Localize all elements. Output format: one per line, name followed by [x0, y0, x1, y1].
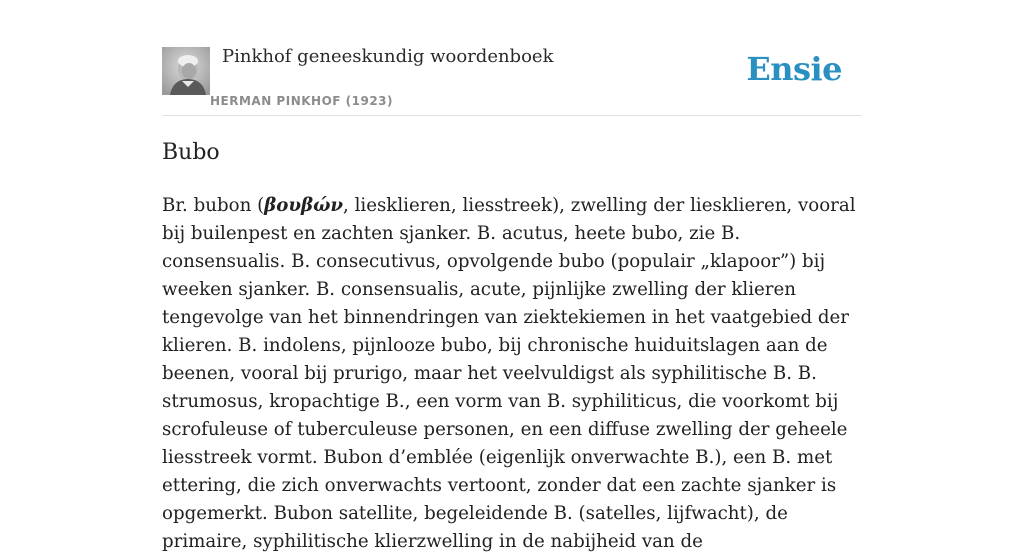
entry-text-body: , liesklieren, liesstreek), zwelling der liesklieren, vooral bij builenpest en zachten sjanker. B. acutus, heete bubo, zie B. consensualis. B. consecutivus, opvolgende bubo (populair „klapoor”) bij weeken sjanker. B. consensualis, acute, pijnlijke zwelling der klieren tengevolge van het binnendringen van ziektekiemen in het vaatgebied der klieren. B. indolens, pijnlooze bubo, bij chronische huiduitslagen aan de beenen, vooral bij prurigo, maar het veelvuldigst als syphilitische B. B. strumosus, kropachtige B., een vorm van B. syphiliticus, die voorkomt bij scrofuleuse of tuberculeuse personen, en een diffuse zwelling der geheele liesstreek vormt. Bubon d’emblée (eigenlijk onverwachte B.), een B. met ettering, die zich onverwachts vertoont, zonder dat een zachte sjanker is opgemerkt. Bubon satellite, begeleidende B. (satelles, lijfwacht), de primaire, syphilitische klierzwelling in de nabijheid van de [162, 195, 856, 552]
author-portrait-icon [162, 47, 210, 95]
book-header [162, 0, 862, 116]
entry-definition [162, 192, 862, 556]
page [162, 0, 862, 552]
book-title[interactable]: Pinkhof geneeskundig woordenboek [222, 46, 554, 67]
entry-title: Bubo [162, 140, 220, 165]
entry-text-prefix: Br. bubon ( [162, 195, 265, 216]
book-author: HERMAN PINKHOF (1923) [210, 94, 394, 108]
entry-greek-term: βουβών [264, 195, 344, 216]
brand-logo[interactable]: Ensie [746, 50, 842, 88]
author-avatar[interactable] [162, 47, 210, 95]
